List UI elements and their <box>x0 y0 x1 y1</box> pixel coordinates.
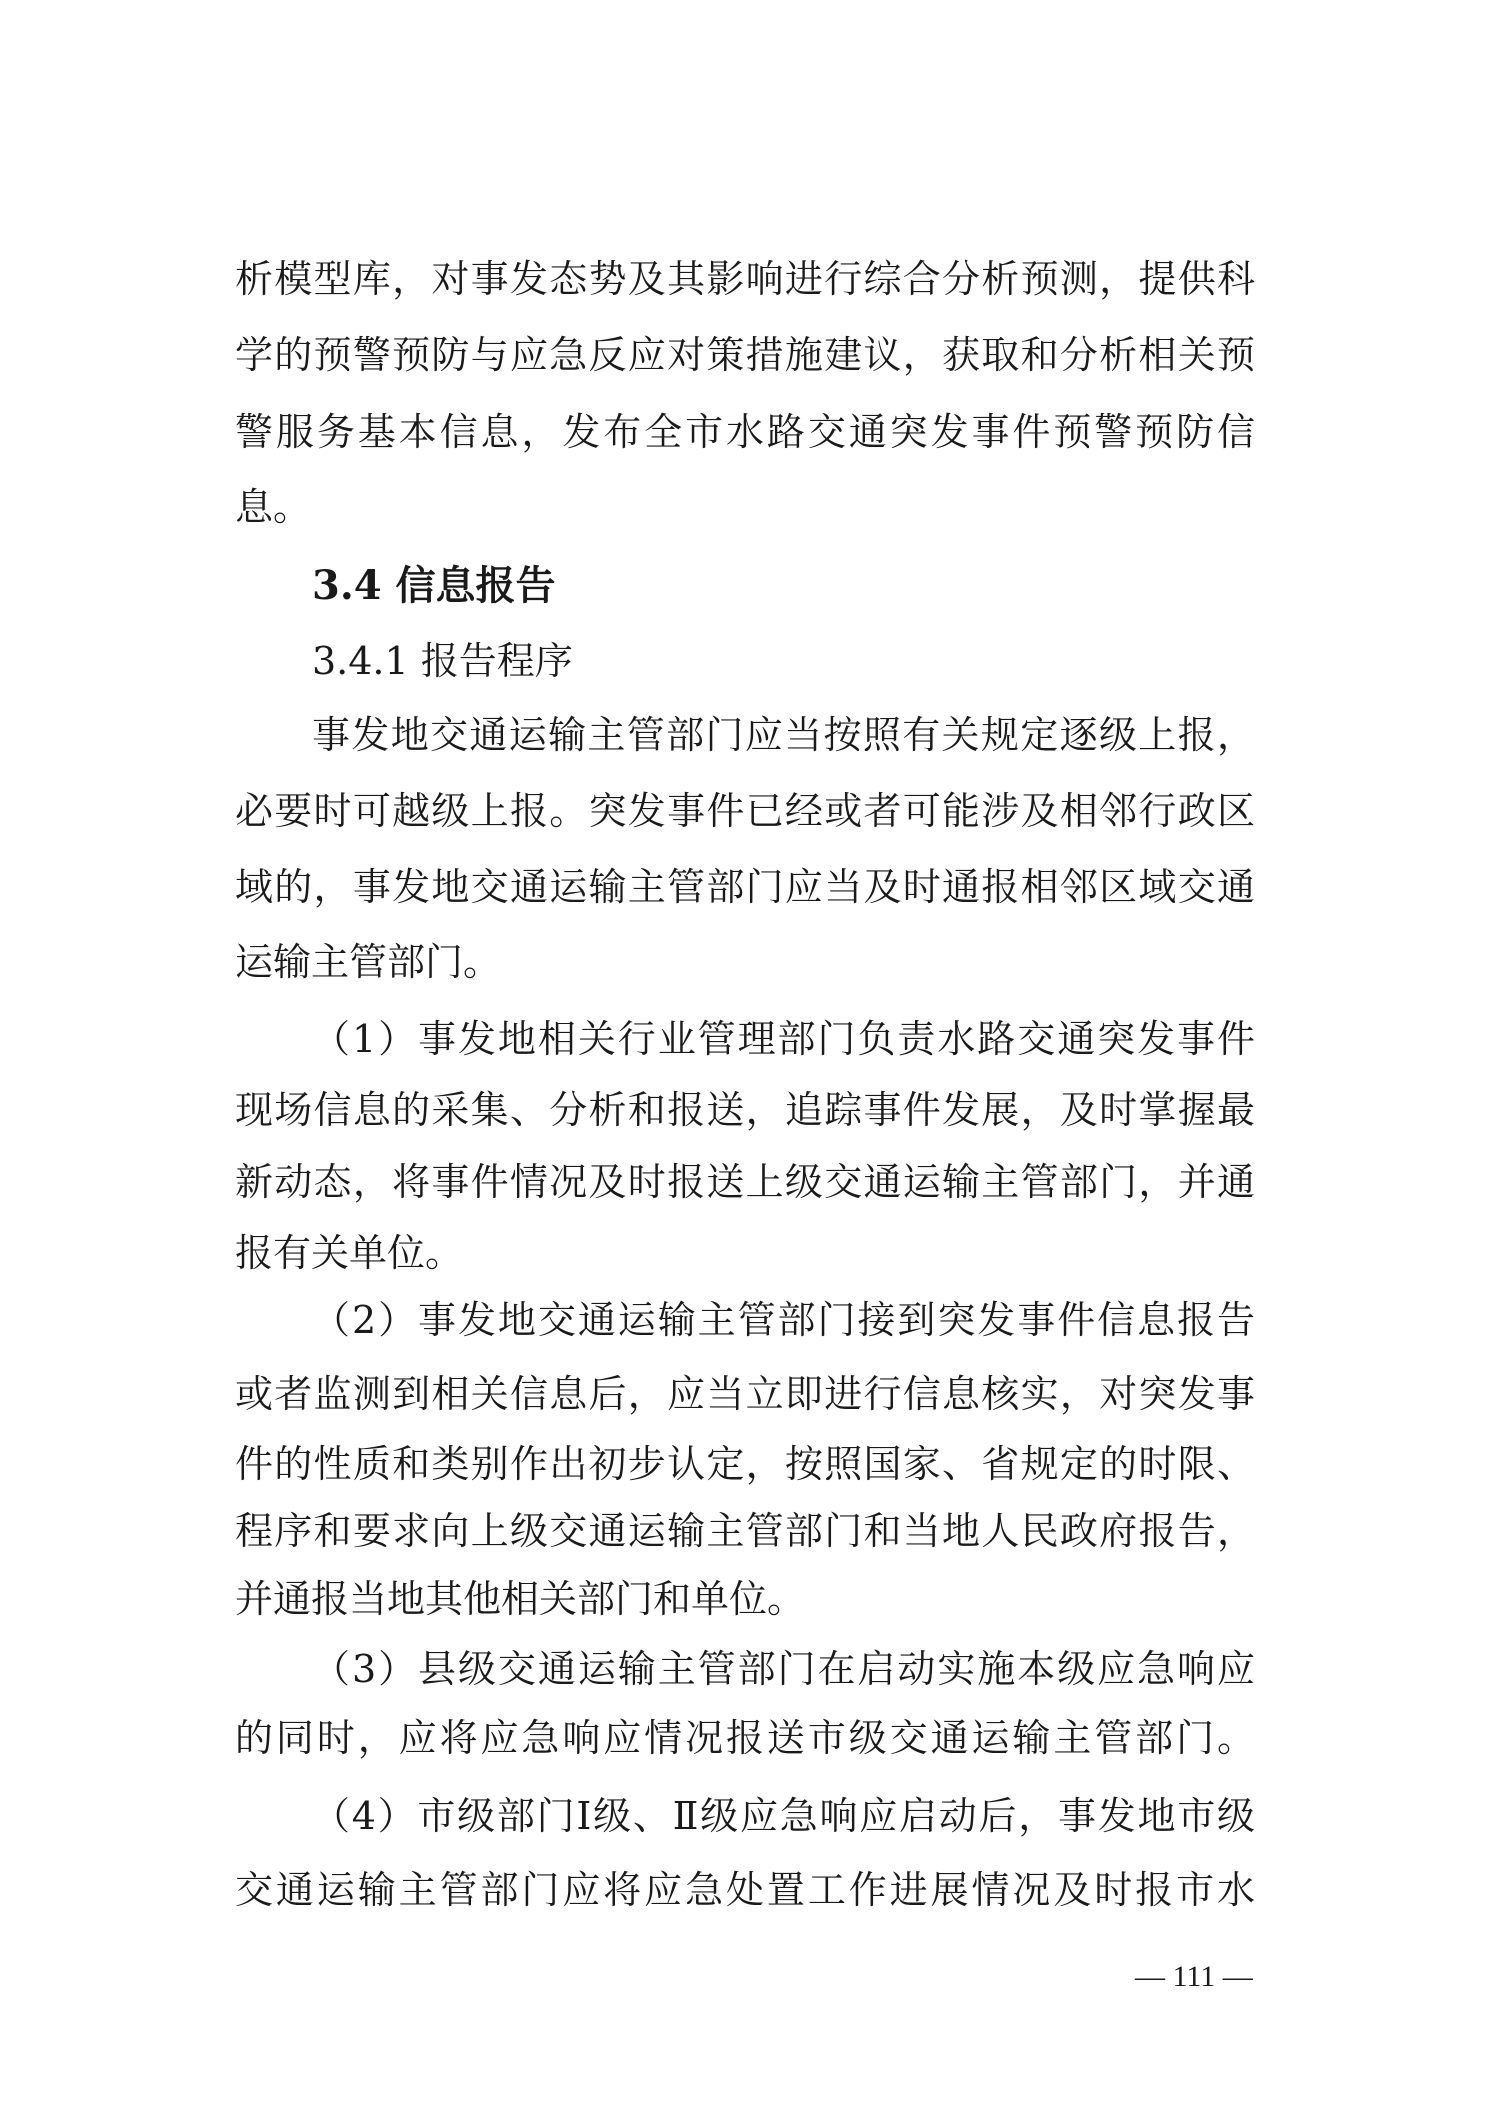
list-item-2-line: 或者监测到相关信息后，应当立即进行信息核实，对突发事 <box>235 1372 1255 1416</box>
text-line: 析模型库，对事发态势及其影响进行综合分析预测，提供科 <box>235 257 1255 301</box>
text-line: 事发地交通运输主管部门应当按照有关规定逐级上报， <box>312 713 1255 757</box>
list-item-2-line: （2）事发地交通运输主管部门接到突发事件信息报告 <box>312 1298 1255 1342</box>
list-item-4-line: （4）市级部门Ⅰ级、Ⅱ级应急响应启动后，事发地市级 <box>312 1794 1255 1838</box>
list-item-3-line: 的同时，应将应急响应情况报送市级交通运输主管部门。 <box>235 1716 1255 1760</box>
text-line: 警服务基本信息，发布全市水路交通突发事件预警预防信 <box>235 410 1255 454</box>
section-heading: 3.4 信息报告 <box>312 562 556 609</box>
text-line: 学的预警预防与应急反应对策措施建议，获取和分析相关预 <box>235 333 1255 377</box>
text-line: 必要时可越级上报。突发事件已经或者可能涉及相邻行政区 <box>235 789 1255 833</box>
list-item-2-line: 件的性质和类别作出初步认定，按照国家、省规定的时限、 <box>235 1442 1255 1486</box>
text-line: 息。 <box>235 485 312 529</box>
list-item-4-line: 交通运输主管部门应将应急处置工作进展情况及时报市水 <box>235 1868 1255 1912</box>
page-number: — 111 — <box>1135 1960 1253 1993</box>
list-item-1-line: 现场信息的采集、分析和报送，追踪事件发展，及时掌握最 <box>235 1088 1255 1132</box>
list-item-1-line: （1）事发地相关行业管理部门负责水路交通突发事件 <box>312 1017 1255 1061</box>
list-item-1-line: 报有关单位。 <box>235 1231 464 1275</box>
list-item-2-line: 并通报当地其他相关部门和单位。 <box>235 1577 806 1621</box>
list-item-3-line: （3）县级交通运输主管部门在启动实施本级应急响应 <box>312 1647 1255 1691</box>
list-item-2-line: 程序和要求向上级交通运输主管部门和当地人民政府报告， <box>235 1509 1255 1553</box>
text-line: 运输主管部门。 <box>235 940 502 984</box>
list-item-1-line: 新动态，将事件情况及时报送上级交通运输主管部门，并通 <box>235 1160 1255 1204</box>
subsection-heading: 3.4.1 报告程序 <box>312 639 573 683</box>
text-line: 域的，事发地交通运输主管部门应当及时通报相邻区域交通 <box>235 865 1255 909</box>
